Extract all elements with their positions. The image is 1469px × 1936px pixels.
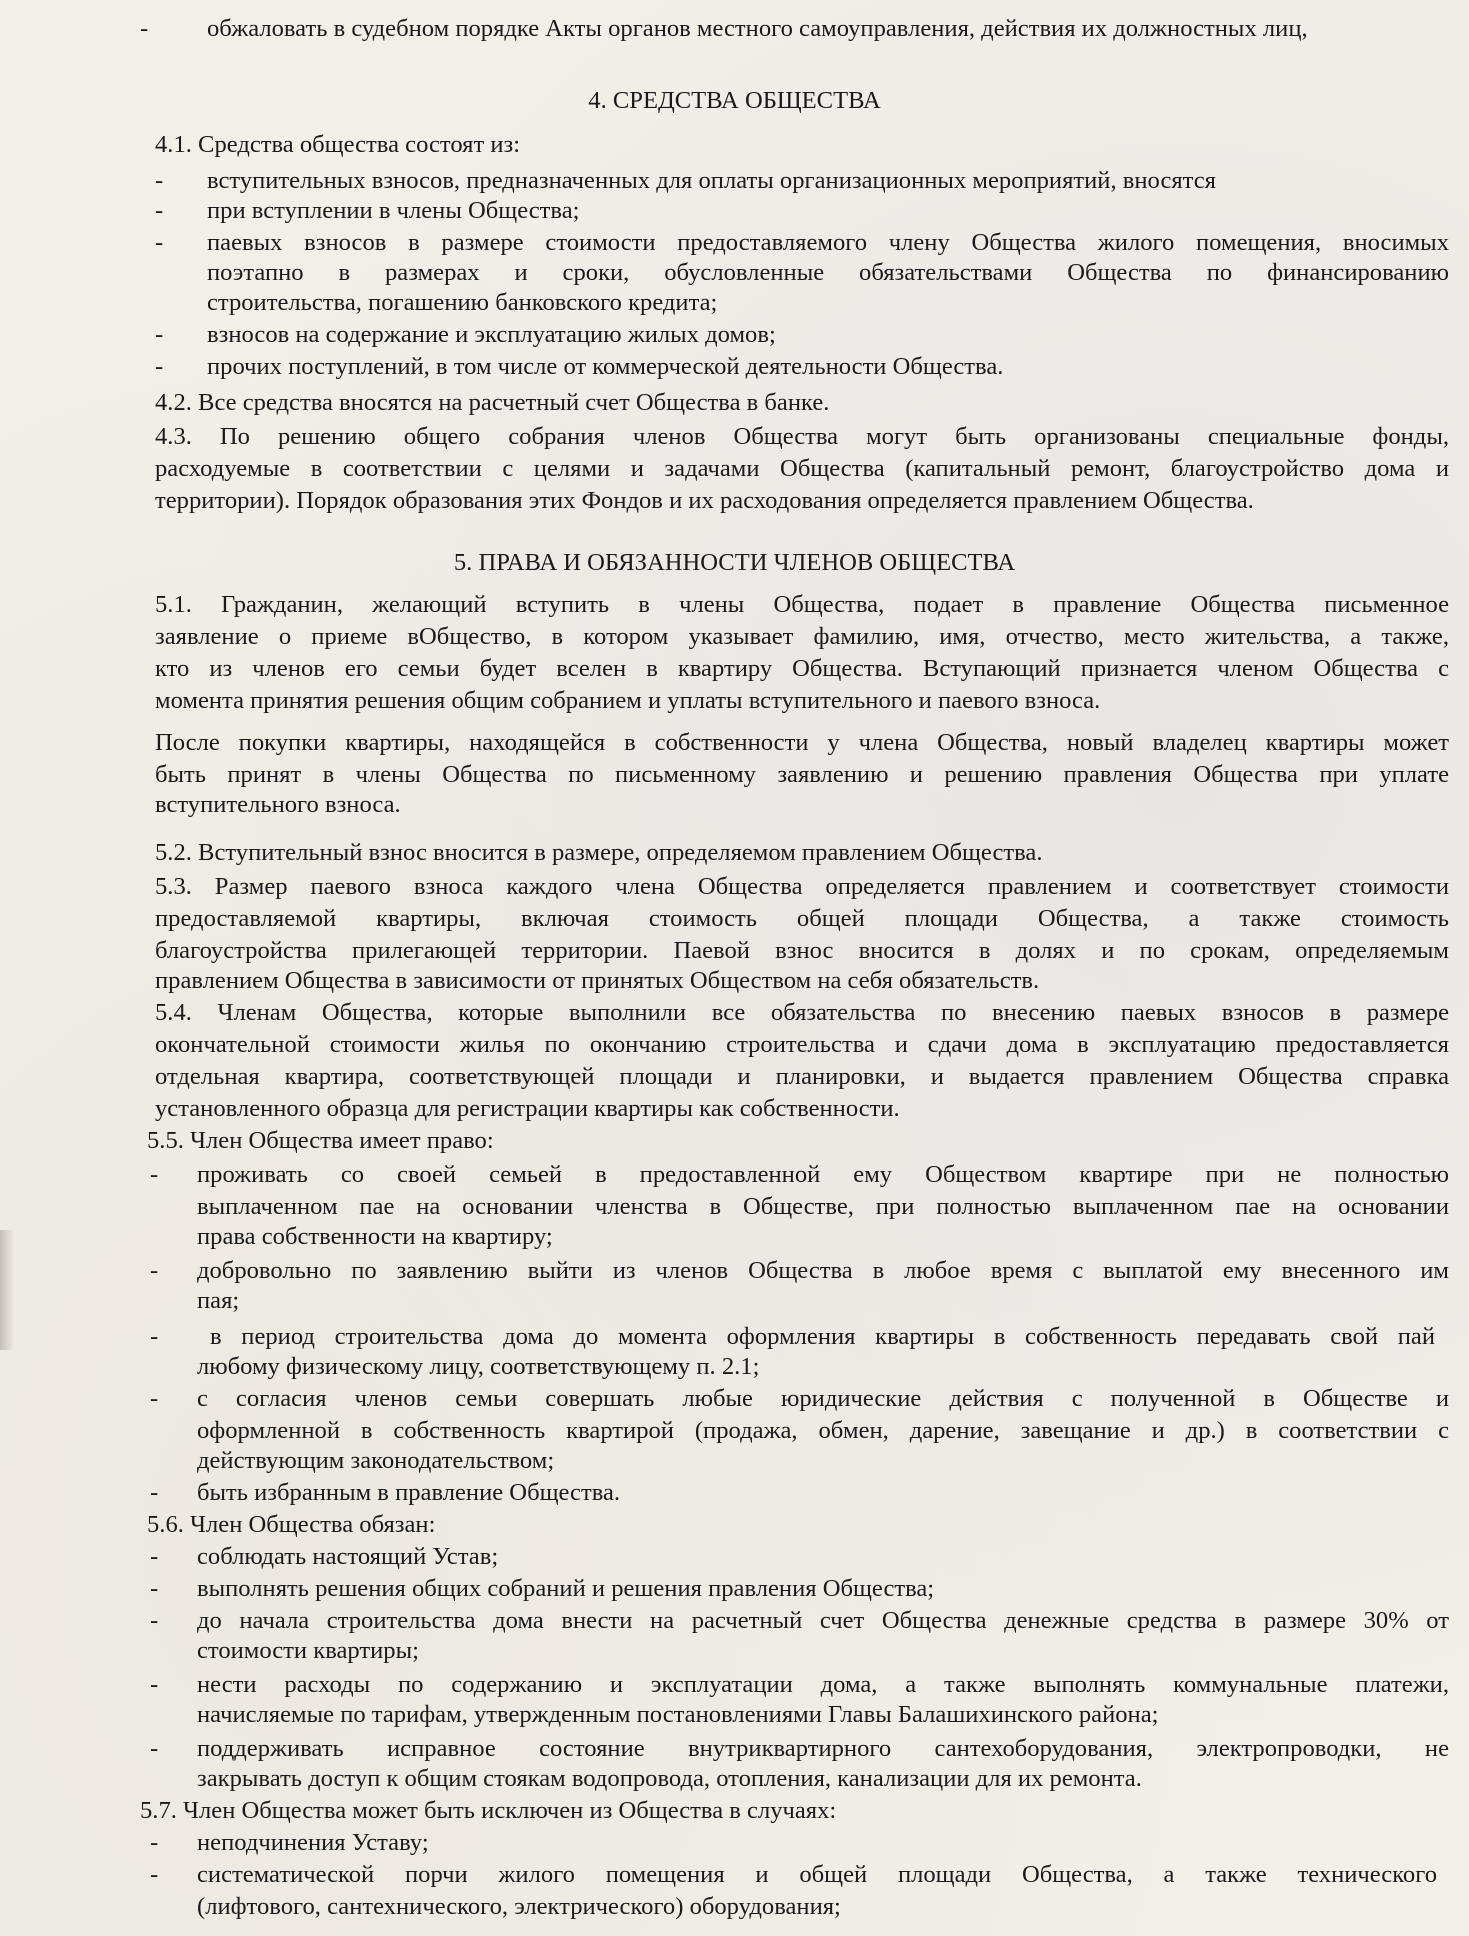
bullet-dash: - [150,1671,159,1698]
list-item-5-7-2-cont: (лифтового, сантехнического, электрического) оборудования; [197,1893,841,1920]
list-item-5-5-1: проживать со своей семьей в предоставленной ему Обществом квартире при не полностью [197,1161,1449,1188]
section-5-title: 5. ПРАВА И ОБЯЗАННОСТИ ЧЛЕНОВ ОБЩЕСТВА [453,549,1016,576]
para-5-1-cont: момента принятия решения общим собранием и уплаты вступительного и паевого взноса. [155,687,1101,714]
list-item-5-6-5-cont: закрывать доступ к общим стоякам водопровода, отопления, канализации для их ремонта. [197,1765,1142,1792]
list-item-4-1-3-cont: поэтапно в размерах и сроки, обусловленные обязательствами Общества по финансированию [207,259,1449,286]
bullet-dash: - [150,1323,159,1350]
list-item-5-6-4-cont: начисляемые по тарифам, утвержденным постановлениями Главы Балашихинского района; [197,1701,1159,1728]
para-4-1: 4.1. Средства общества состоят из: [155,131,521,158]
list-item-4-1-2: при вступлении в члены Общества; [207,197,580,224]
para-5-1-cont: кто из членов его семьи будет вселен в квартиру Общества. Вступающий признается членом Общества с [155,655,1449,682]
para-5-1: 5.1. Гражданин, желающий вступить в члены Общества, подает в правление Общества письменное [155,591,1449,618]
para-5-3-cont: благоустройства прилегающей территории. Паевой взнос вносится в долях и по срокам, определяемым [155,937,1449,964]
list-item-5-5-1-cont: выплаченном пае на основании членства в Обществе, при полностью выплаченном пае на основании [197,1193,1449,1220]
para-after-5-1: После покупки квартиры, находящейся в собственности у члена Общества, новый владелец квартиры может [155,729,1449,756]
para-4-2: 4.2. Все средства вносятся на расчетный счет Общества в банке. [155,389,830,416]
bullet-dash: - [150,1161,159,1188]
list-item-5-6-3: до начала строительства дома внести на расчетный счет Общества денежные средства в размере 30% от [197,1607,1449,1634]
para-5-1-cont: заявление о приеме вОбщество, в котором указывает фамилию, имя, отчество, место жительства, а также, [155,623,1449,650]
list-item-5-7-2: систематической порчи жилого помещения и общей площади Общества, а также технического [197,1861,1437,1888]
para-5-4-cont: отдельная квартира, соответствующей площади и планировки, и выдается правлением Общества справка [155,1063,1449,1090]
bullet-dash: - [150,1861,159,1888]
list-item-5-5-4-cont: действующим законодательством; [197,1447,555,1474]
para-4-3-cont: расходуемые в соответствии с целями и задачами Общества (капитальный ремонт, благоустройство дома и [155,455,1449,482]
list-item-5-5-2: добровольно по заявлению выйти из членов Общества в любое время с выплатой ему внесенного им [197,1257,1449,1284]
bullet-dash: - [155,167,164,194]
list-item-5-5-1-cont: права собственности на квартиру; [197,1223,553,1250]
list-item-5-6-2: выполнять решения общих собраний и решения правления Общества; [197,1575,935,1602]
bullet-dash: - [150,1607,159,1634]
para-5-7: 5.7. Член Общества может быть исключен из Общества в случаях: [140,1797,837,1824]
para-5-3: 5.3. Размер паевого взноса каждого члена Общества определяется правлением и соответствует стоимости [155,873,1449,900]
list-item-5-6-5: поддерживать исправное состояние внутриквартирного сантехоборудования, электропроводки, не [197,1735,1449,1762]
list-item-4-1-3: паевых взносов в размере стоимости предоставляемого члену Общества жилого помещения, вносимых [207,229,1449,256]
para-5-4-cont: установленного образца для регистрации квартиры как собственности. [155,1095,900,1122]
list-item-5-6-4: нести расходы по содержанию и эксплуатации дома, а также выполнять коммунальные платежи, [197,1671,1449,1698]
para-5-6: 5.6. Член Общества обязан: [147,1511,436,1538]
para-5-5: 5.5. Член Общества имеет право: [147,1127,494,1154]
para-after-5-1-cont: вступительного взноса. [155,791,401,818]
list-item-5-6-1: соблюдать настоящий Устав; [197,1543,499,1570]
section-4-title: 4. СРЕДСТВА ОБЩЕСТВА [588,87,881,114]
bullet-dash: - [155,197,164,224]
list-item-5-5-5: быть избранным в правление Общества. [197,1479,621,1506]
para-5-2: 5.2. Вступительный взнос вносится в размере, определяемом правлением Общества. [155,839,1043,866]
para-after-5-1-cont: быть принят в члены Общества по письменному заявлению и решению правления Общества при уплате [155,761,1449,788]
para-5-4-cont: окончательной стоимости жилья по окончанию строительства и сдачи дома в эксплуатацию предоставляется [155,1031,1449,1058]
para-5-3-cont: правлением Общества в зависимости от принятых Обществом на себя обязательств. [155,967,1040,994]
bullet-dash: - [150,1735,159,1762]
bullet-dash: - [150,1575,159,1602]
list-item-5-5-4: с согласия членов семьи совершать любые юридические действия с полученной в Обществе и [197,1385,1449,1412]
para-5-4: 5.4. Членам Общества, которые выполнили все обязательства по внесению паевых взносов в размере [155,999,1449,1026]
para-4-3-cont: территории). Порядок образования этих Фондов и их расходования определяется правлением Общества. [155,487,1254,514]
para-5-3-cont: предоставляемой квартиры, включая стоимость общей площади Общества, а также стоимость [155,905,1449,932]
list-item-5-6-3-cont: стоимости квартиры; [197,1637,419,1664]
paper-fold-shadow [0,1230,14,1350]
bullet-dash: - [155,229,164,256]
bullet-dash: - [155,321,164,348]
list-item-4-1-5: прочих поступлений, в том числе от коммерческой деятельности Общества. [207,353,1004,380]
list-item-5-5-4-cont: оформленной в собственность квартирой (продажа, обмен, дарение, завещание и др.) в соответствии с [197,1417,1449,1444]
bullet-dash: - [140,15,149,42]
bullet-dash: - [150,1479,159,1506]
top-fragment-line: обжаловать в судебном порядке Акты органов местного самоуправления, действия их должностных лиц, [207,15,1308,42]
list-item-4-1-4: взносов на содержание и эксплуатацию жилых домов; [207,321,776,348]
list-item-5-5-3-cont: любому физическому лицу, соответствующему п. 2.1; [197,1353,760,1380]
bullet-dash: - [150,1257,159,1284]
list-item-5-5-3: в период строительства дома до момента оформления квартиры в собственность передавать свой пай [210,1323,1435,1350]
para-4-3: 4.3. По решению общего собрания членов Общества могут быть организованы специальные фонды, [155,423,1449,450]
list-item-4-1-3-cont: строительства, погашению банковского кредита; [207,289,718,316]
list-item-5-5-2-cont: пая; [197,1287,240,1314]
bullet-dash: - [155,353,164,380]
bullet-dash: - [150,1385,159,1412]
list-item-4-1-1: вступительных взносов, предназначенных для оплаты организационных мероприятий, вносятся [207,167,1216,194]
bullet-dash: - [150,1543,159,1570]
bullet-dash: - [150,1829,159,1856]
list-item-5-7-1: неподчинения Уставу; [197,1829,429,1856]
